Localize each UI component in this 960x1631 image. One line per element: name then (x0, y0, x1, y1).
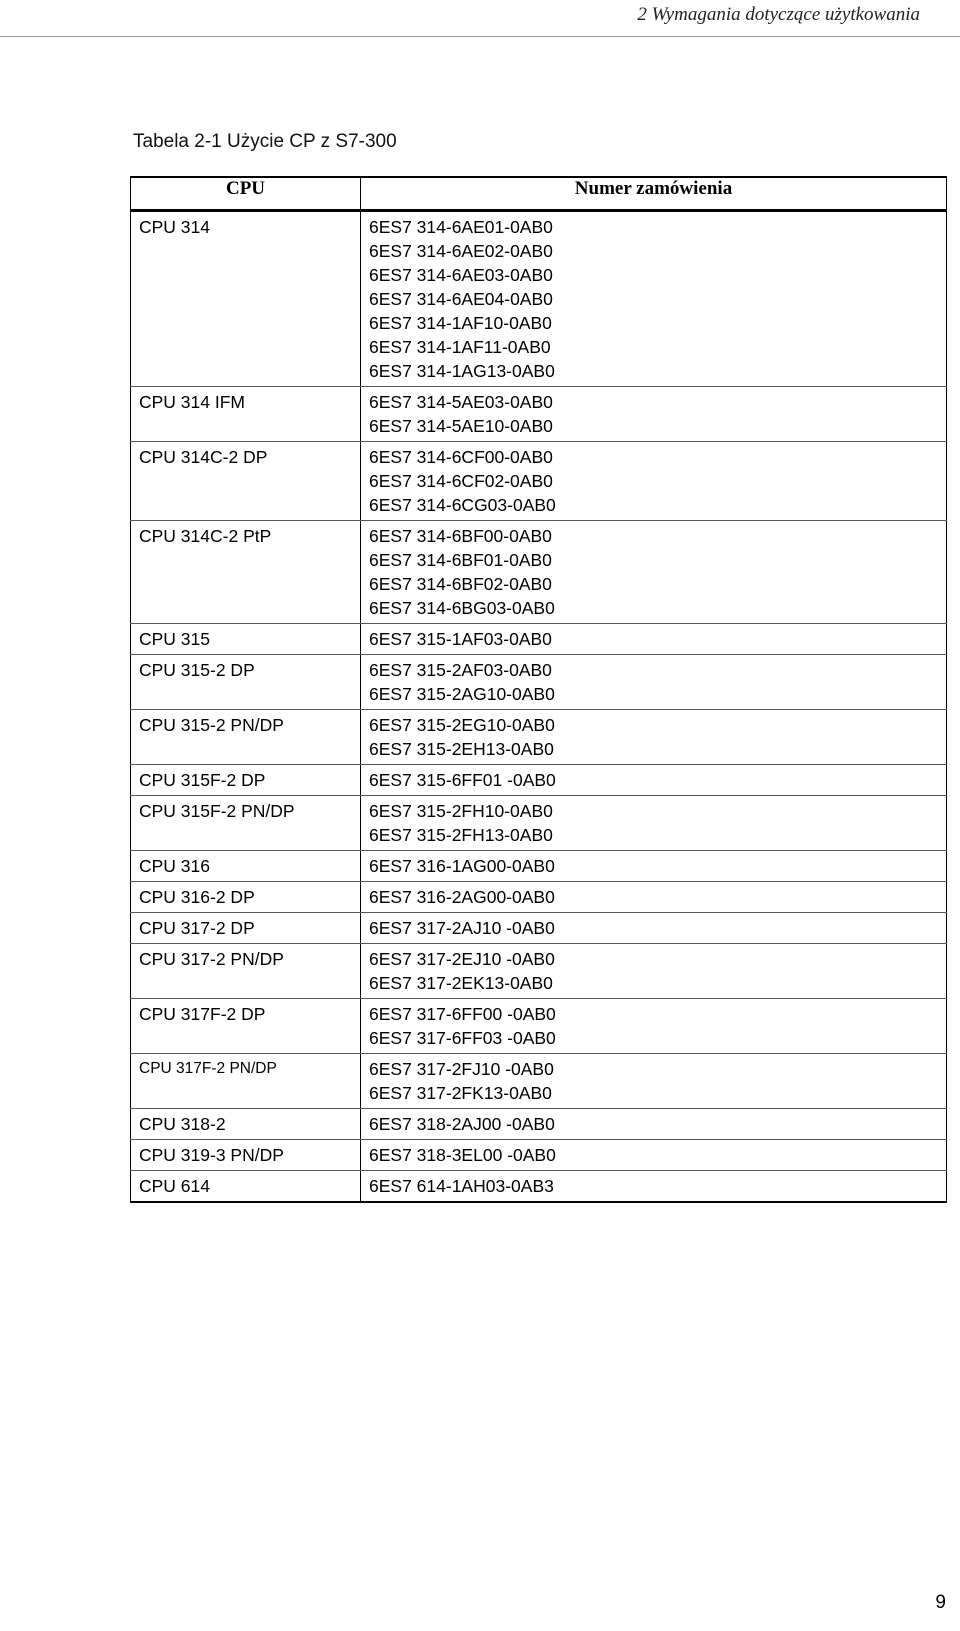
order-number: 6ES7 314-6BF00-0AB0 (369, 526, 552, 546)
order-number-cell (361, 521, 947, 624)
order-number: 6ES7 314-5AE10-0AB0 (369, 416, 553, 436)
order-number-cell (361, 944, 947, 999)
order-number: 6ES7 314-6CG03-0AB0 (369, 495, 556, 515)
order-number-cell (361, 1140, 947, 1171)
order-number: 6ES7 314-1AF10-0AB0 (369, 313, 552, 333)
order-number: 6ES7 317-2FJ10 -0AB0 (369, 1059, 554, 1079)
table-row (131, 1109, 947, 1140)
column-header-order-number: Numer zamówienia (361, 177, 947, 211)
cpu-model-cell: CPU 614 (131, 1171, 361, 1203)
column-header-cpu: CPU (131, 177, 361, 211)
cpu-model-cell: CPU 315-2 PN/DP (131, 710, 361, 765)
order-number: 6ES7 315-2FH13-0AB0 (369, 825, 553, 845)
cpu-model-cell: CPU 315F-2 PN/DP (131, 796, 361, 851)
order-number: 6ES7 315-6FF01 -0AB0 (369, 770, 556, 790)
order-number: 6ES7 315-1AF03-0AB0 (369, 629, 552, 649)
table-row (131, 655, 947, 710)
order-number: 6ES7 316-1AG00-0AB0 (369, 856, 555, 876)
cpu-model-cell: CPU 314C-2 DP (131, 442, 361, 521)
cpu-model-cell: CPU 319-3 PN/DP (131, 1140, 361, 1171)
table-row (131, 913, 947, 944)
order-number: 6ES7 314-6AE04-0AB0 (369, 289, 553, 309)
cpu-model-cell: CPU 315F-2 DP (131, 765, 361, 796)
order-number-cell (361, 882, 947, 913)
order-number: 6ES7 314-1AF11-0AB0 (369, 337, 551, 357)
order-number-cell (361, 624, 947, 655)
order-number-cell (361, 851, 947, 882)
order-number: 6ES7 318-3EL00 -0AB0 (369, 1145, 556, 1165)
table-row (131, 796, 947, 851)
table-row (131, 944, 947, 999)
order-number: 6ES7 318-2AJ00 -0AB0 (369, 1114, 555, 1134)
table-row (131, 387, 947, 442)
order-number: 6ES7 314-6CF02-0AB0 (369, 471, 553, 491)
table-row (131, 1054, 947, 1109)
table-row (131, 1171, 947, 1203)
cpu-model-cell: CPU 316-2 DP (131, 882, 361, 913)
order-number: 6ES7 314-6CF00-0AB0 (369, 447, 553, 467)
table-header-row (131, 177, 947, 211)
order-number: 6ES7 316-2AG00-0AB0 (369, 887, 555, 907)
page-number: 9 (935, 1592, 946, 1613)
order-number-cell (361, 765, 947, 796)
table-row (131, 521, 947, 624)
order-number: 6ES7 315-2EH13-0AB0 (369, 739, 554, 759)
cpu-model-cell: CPU 314C-2 PtP (131, 521, 361, 624)
order-number: 6ES7 317-2EJ10 -0AB0 (369, 949, 555, 969)
cpu-model-cell: CPU 318-2 (131, 1109, 361, 1140)
order-number: 6ES7 315-2FH10-0AB0 (369, 801, 553, 821)
order-number-cell (361, 211, 947, 387)
order-number: 6ES7 317-2AJ10 -0AB0 (369, 918, 555, 938)
table-caption: Tabela 2-1 Użycie CP z S7-300 (133, 131, 397, 152)
order-number-cell (361, 1109, 947, 1140)
table-row (131, 882, 947, 913)
order-number-cell (361, 1171, 947, 1203)
cpu-model-cell: CPU 314 IFM (131, 387, 361, 442)
order-number: 6ES7 317-6FF03 -0AB0 (369, 1028, 556, 1048)
cpu-model-cell: CPU 317-2 PN/DP (131, 944, 361, 999)
order-number: 6ES7 314-6BF01-0AB0 (369, 550, 552, 570)
table-row (131, 999, 947, 1054)
table-row (131, 1140, 947, 1171)
cpu-model-cell: CPU 317-2 DP (131, 913, 361, 944)
order-number: 6ES7 315-2AF03-0AB0 (369, 660, 552, 680)
order-number: 6ES7 315-2AG10-0AB0 (369, 684, 555, 704)
order-number-cell (361, 1054, 947, 1109)
order-number: 6ES7 317-2EK13-0AB0 (369, 973, 553, 993)
cpu-model-cell: CPU 317F-2 PN/DP (131, 1054, 361, 1109)
order-number: 6ES7 314-6AE03-0AB0 (369, 265, 553, 285)
order-number: 6ES7 317-2FK13-0AB0 (369, 1083, 552, 1103)
order-number: 6ES7 314-5AE03-0AB0 (369, 392, 553, 412)
order-number: 6ES7 314-6BF02-0AB0 (369, 574, 552, 594)
order-number-cell (361, 710, 947, 765)
order-number-cell (361, 442, 947, 521)
order-number: 6ES7 315-2EG10-0AB0 (369, 715, 555, 735)
cpu-model-cell: CPU 315 (131, 624, 361, 655)
running-header-title: 2 Wymagania dotyczące użytkowania (637, 4, 920, 25)
cpu-model-cell: CPU 315-2 DP (131, 655, 361, 710)
table-row (131, 624, 947, 655)
order-number: 6ES7 314-1AG13-0AB0 (369, 361, 555, 381)
order-number: 6ES7 314-6AE01-0AB0 (369, 217, 553, 237)
table-row (131, 765, 947, 796)
table-row (131, 442, 947, 521)
order-number: 6ES7 317-6FF00 -0AB0 (369, 1004, 556, 1024)
order-number-cell (361, 387, 947, 442)
order-number: 6ES7 314-6BG03-0AB0 (369, 598, 555, 618)
table-body (131, 211, 947, 1203)
cpu-model-cell: CPU 314 (131, 211, 361, 387)
running-header (0, 0, 960, 37)
order-number: 6ES7 614-1AH03-0AB3 (369, 1176, 554, 1196)
cpu-order-table (130, 176, 947, 1203)
table-row (131, 710, 947, 765)
order-number-cell (361, 913, 947, 944)
order-number: 6ES7 314-6AE02-0AB0 (369, 241, 553, 261)
table-row (131, 851, 947, 882)
cpu-model-cell: CPU 316 (131, 851, 361, 882)
order-number-cell (361, 999, 947, 1054)
order-number-cell (361, 655, 947, 710)
table-row (131, 211, 947, 387)
cpu-model-cell: CPU 317F-2 DP (131, 999, 361, 1054)
order-number-cell (361, 796, 947, 851)
